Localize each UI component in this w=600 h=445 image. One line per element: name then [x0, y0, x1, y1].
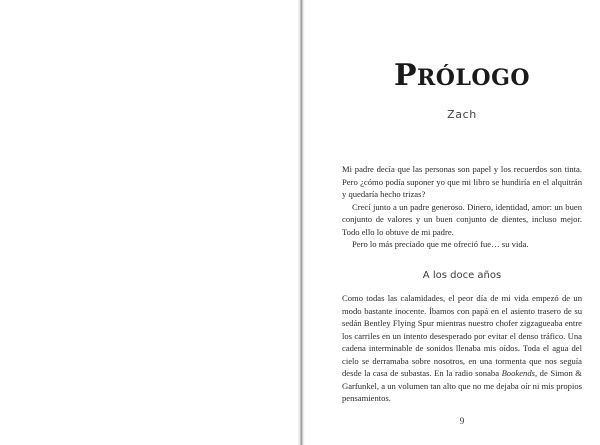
- chapter-title: [342, 58, 582, 93]
- section-heading: A los doce años: [422, 270, 502, 281]
- book-gutter: [297, 0, 305, 445]
- song-title: Bookends: [501, 368, 535, 378]
- intro-paragraph: Pero lo más preciado que me ofreció fue… su vida.: [352, 239, 529, 249]
- page-number: 9: [459, 416, 465, 426]
- intro-paragraph: Crecí junto a un padre generoso. Dinero, identidad, amor: un buen conjunto de valores y un buen conjunto de dientes, incluso mejor. Todo ello lo obtuve de mi padre.: [342, 201, 582, 237]
- chapter-title-rest: RÓLOGO: [417, 65, 531, 91]
- section-text-start: Como todas las calamidades, el peor día de mi vida empezó de un modo bastante inocente. Íbamos con papá en el asiento trasero de su sedán Bentley Flying Spur mientras nuestro chofer zigzagueaba entre los carriles en un intento desesperado por evitar el denso tráfico. Una cadena interminable de sonidos llenaba mis oídos. Toda el agua del cielo se derramaba sobre nosotros, en una tormenta que nos seguía desde la casa de subastas. En la radio sonaba: [342, 293, 582, 378]
- intro-paragraph: Mi padre decía que las personas son papel y los recuerdos son tinta. Pero ¿cómo podía suponer yo que mi libro se hundiría en el alquitrán y quedaría hecho trizas?: [342, 164, 582, 199]
- chapter-narrator: Zach: [447, 108, 477, 121]
- intro-text: [342, 163, 582, 251]
- section-paragraph: [342, 292, 582, 405]
- section-body: [342, 292, 582, 405]
- section-text-end: , de Simon & Garfunkel, a un volumen tan alto que no me dejaba oír ni mis propios pensamientos.: [342, 368, 582, 403]
- chapter-title-initial: P: [393, 58, 417, 93]
